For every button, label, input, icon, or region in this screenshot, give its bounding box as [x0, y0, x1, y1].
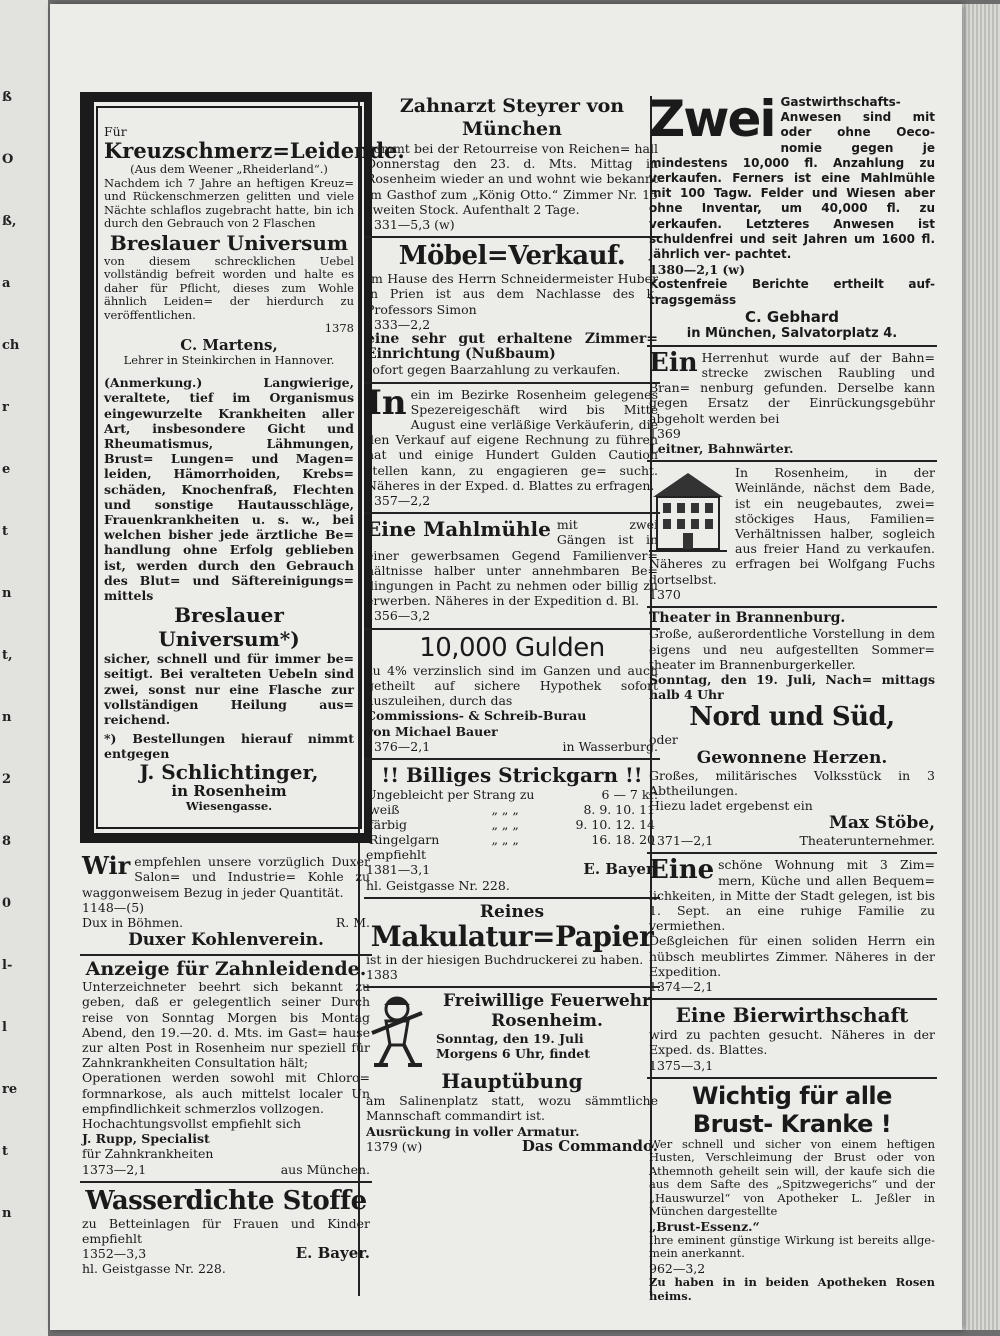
ad-note: (Anmerkung.) Langwierige, veraltete, tief im Organismus eingewurzelte Krankheiten aller Art, insbesondere Gicht und Rheumatismus, Lähmungen, Brust= Lungen= und Magen= leiden, Hämorrhoiden, Krebs= schäden, Knochenfraß, Flechten und sonstige Hautausschläge, Frauenkrankheiten u. s. w., bei welchen bisher jede ärztliche Be= handlung ohne Erfolg geblieben ist, werden durch den Gebrauch des Blut= und Säftereinigungs= mittels — [104, 375, 354, 604]
ad-wasserdichte-stoffe — [80, 1183, 372, 1281]
price-value: 6 — 7 kr. — [601, 786, 658, 802]
price-cell: 16. 18. 20 — [591, 832, 655, 848]
signer: C. Martens, — [180, 335, 278, 354]
ad-body: Herrenhut wurde auf der Bahn= strecke zwischen Raubling und Bran= nenburg gefunden. Derselbe kann gegen Ersatz der Einrückungsgebühr abgeholt werden bei — [649, 349, 935, 426]
ad-place: aus München. — [280, 1161, 370, 1177]
ad-number: 1357—2,2 — [366, 493, 431, 509]
signer-role: Lehrer in Steinkirchen in Hannover. — [123, 352, 335, 367]
prev-page-fragment: ch — [2, 338, 20, 353]
prev-page-fragment: t, — [2, 648, 13, 663]
newspaper-page — [50, 4, 962, 1330]
price-cell: 9. 10. 12. 14 — [575, 817, 655, 833]
ad-signature: E. Bayer, — [583, 860, 658, 879]
ad-title: Freiwillige Feuerwehr — [443, 991, 651, 1012]
product-name: „Brust-Essenz.“ — [649, 1218, 760, 1234]
ad-number: 1375—3,1 — [649, 1057, 714, 1073]
ad-signature: Das Commando. — [521, 1136, 658, 1155]
ad-title: Wasserdichte Stoffe — [85, 1185, 367, 1216]
ad-initials: R. M. — [335, 914, 370, 930]
ad-number: 1380—2,1 (w) — [649, 262, 745, 278]
ad-body: am Salinenplatz statt, wozu sämmtliche Mannschaft commandirt ist. — [366, 1093, 658, 1124]
ad-body: eine sehr gut erhaltene Zimmer= Einrichtung (Nußbaum) — [366, 331, 658, 363]
price-cell: „ „ „ — [491, 832, 519, 848]
order-note: *) Bestellungen hierauf nimmt entgegen — [104, 731, 354, 762]
prev-page-fragment: l- — [2, 958, 13, 973]
ad-body: ist in der hiesigen Buchdruckerei zu haben. — [366, 951, 644, 967]
ad-number: 1383 — [366, 966, 398, 982]
ad-title: 10,000 Gulden — [419, 632, 605, 663]
signer-role: für Zahnkrankheiten — [82, 1146, 214, 1162]
column-2 — [364, 92, 660, 1158]
ad-address: hl. Geistgasse Nr. 228. — [366, 877, 510, 893]
ad-number: 1356—3,2 — [366, 608, 431, 624]
ad-body: von diesem schrecklichen Uebel vollständig befreit worden und halte es daher für Pflicht, dieses zum Wohle ähnlich Leiden= der hierdurch zu veröffentlichen. — [104, 253, 354, 322]
ad-body: In Rosenheim, in der Weinlände, nächst dem Bade, ist ein neugebautes, zwei= stöckiges Haus, Familien= Verhältnissen halber, sogleich aus freier Hand zu verkaufen. Näheres zu erfragen bei Wolfgang Fuchs dortselbst. — [649, 465, 935, 587]
event-date: Sonntag, den 19. Juli — [436, 1031, 584, 1047]
ad-number: 1374—2,1 — [649, 978, 714, 994]
bureau-name: Commissions- & Schreib-Burau — [366, 708, 587, 724]
ad-body: ein im Bezirke Rosenheim gelegenes Spezereigeschäft wird bis Mitte August eine verläßige Verkäuferin, die den Verkauf auf eigene Rechnung zu führen hat und einige Hundert Gulden Caution stellen kann, zu engagieren ge= sucht. Näheres in der Exped. d. Blattes zu erfragen. — [366, 386, 658, 493]
ad-body: Großes, militärisches Volksstück in 3 Abtheilungen. — [649, 767, 935, 798]
price-row — [366, 802, 658, 817]
ad-initial: Eine — [649, 855, 715, 886]
prev-page-fragment: t — [2, 1144, 9, 1159]
ad-body: Kostenfreie Berichte ertheilt auf- tragsgemäss — [649, 277, 935, 307]
ad-body: Hochachtungsvollst empfiehlt sich — [82, 1116, 302, 1132]
ad-moebel-verkauf — [364, 238, 660, 383]
ad-number: 1352—3,3 — [82, 1246, 147, 1262]
ad-number: 1333—2,2 — [366, 316, 431, 332]
ad-wohnung — [647, 854, 937, 1000]
ad-initial: Ein — [649, 347, 698, 378]
ad-place: Rosenheim. — [491, 1011, 603, 1032]
ad-address: hl. Geistgasse Nr. 228. — [82, 1261, 226, 1277]
signer-role: Theaterunternehmer. — [799, 833, 935, 849]
ad-body: mit zwei Gängen ist in einer gewerbsamen Gegend Familienver= hältnisse halber unter annehmbaren Be= dingungen in Pacht zu nehmen oder billig zu erwerben. Näheres in der Expedition d. Bl. — [366, 517, 658, 609]
price-cell: färbig — [369, 817, 408, 833]
ad-title: Makulatur=Papier — [370, 919, 654, 953]
ad-body: Hiezu ladet ergebenst ein — [649, 797, 813, 813]
ad-signature: E. Bayer. — [295, 1244, 370, 1263]
ad-body: Wer schnell und sicher von einem heftigen Husten, Verschleimung der Brust oder von Athemnoth geheilt sein will, der kaufe sich die aus dem Safte des „Spitzwegerichs“ und der „Hauswurzel“ von Apotheker L. Jeßler in München dargestellte — [649, 1136, 935, 1219]
ad-number: 1378 — [324, 321, 354, 336]
price-cell: weiß — [369, 802, 400, 818]
ad-address: in München, Salvatorplatz 4. — [686, 325, 898, 341]
product-name: Breslauer Universum*) — [158, 603, 300, 652]
ad-body: kommt bei der Retourreise von Reichen= hall Donnerstag den 23. d. Mts. Mittag in Rosenheim wieder an und wohnt wie bekannt im Gasthof zum „König Otto.“ Zimmer Nr. 15 zweiten Stock. Aufenthalt 2 Tage. — [366, 141, 658, 217]
ad-body: schöne Wohnung mit 3 Zim= mern, Küche und allen Bequem= lichkeiten, in Mitte der Stadt gelegen, ist bis 1. Sept. an eine ruhige Familie zu vermiethen. — [649, 857, 935, 934]
prev-page-fragment: O — [2, 152, 14, 167]
ad-body: Nachdem ich 7 Jahre an heftigen Kreuz= und Rückenschmerzen gelitten und viele Nächte schlaflos zugebracht hatte, bin ich durch den Gebrauch von 2 Flaschen — [104, 175, 354, 231]
ad-brust-essenz — [647, 1079, 937, 1307]
ad-number: 1370 — [649, 586, 681, 602]
price-table — [366, 802, 658, 847]
ad-body: zu Betteinlagen für Frauen und Kinder empfiehlt — [82, 1215, 370, 1247]
ad-title: Möbel=Verkauf. — [398, 241, 626, 272]
event-name: Hauptübung — [441, 1069, 583, 1094]
ad-makulatur-papier — [364, 899, 660, 988]
price-cell: „ „ „ — [491, 802, 519, 818]
ad-title: Kreuzschmerz=Leidende. — [104, 138, 405, 164]
ad-title: !! Billiges Strickgarn !! — [381, 762, 643, 787]
ad-body: Zu haben in in beiden Apotheken Rosen heims. — [649, 1275, 935, 1303]
price-intro: Ungebleicht per Strang zu — [366, 786, 535, 802]
ad-body: zu 4% verzinslich sind im Ganzen und auch getheilt auf sichere Hypothek sofort auszuleihen, durch das — [366, 662, 658, 709]
play-or: oder — [649, 732, 678, 748]
prev-page-fragment: 8 — [2, 834, 12, 849]
ad-body: Ausrückung in voller Armatur. — [366, 1123, 580, 1139]
ad-body: empfehlen unsere vorzüglich Duxer Salon= und Industrie= Kohle zu waggonweisem Bezug in jeder Quantität. — [82, 854, 370, 900]
ad-body: sofort gegen Baarzahlung zu verkaufen. — [366, 362, 621, 378]
prev-page-fragment: t — [2, 524, 9, 539]
ad-body: Deßgleichen für einen soliden Herrn ein hübsch meublirtes Zimmer. Näheres in der Expedition. — [649, 933, 935, 979]
prev-page-fragment: 2 — [2, 772, 12, 787]
price-cell: „ „ „ — [491, 817, 519, 833]
prev-page-fragment: ß, — [2, 214, 17, 229]
column-3 — [647, 92, 937, 1307]
ad-title: Eine Bierwirthschaft — [675, 1003, 909, 1028]
prev-page-fragment: re — [2, 1082, 18, 1097]
house-illustration-icon — [649, 467, 727, 553]
agent-name: J. Schlichtinger, — [139, 759, 319, 784]
ad-signature: C. Gebhard — [744, 307, 840, 326]
prev-page-fragment: n — [2, 1206, 12, 1221]
ad-title: Anzeige für Zahnleidende. — [85, 958, 367, 981]
ad-spezereigeschaeft — [364, 384, 660, 515]
ad-title: Eine Mahlmühle — [366, 517, 551, 542]
play-subtitle: Gewonnene Herzen. — [696, 747, 888, 768]
prev-page-fragment: e — [2, 462, 11, 477]
ad-title: Theater in Brannenburg. — [649, 610, 846, 627]
price-row — [366, 817, 658, 832]
ad-body: Operationen werden sowohl mit Chloro= formnarkose, als auch mittelst localer Un empfindlichkeit schmerzlos vollzogen. — [82, 1070, 370, 1116]
ad-number: 1331—5,3 (w) — [366, 217, 455, 233]
prev-page-fragment: r — [2, 400, 9, 415]
ad-theater — [647, 608, 937, 854]
ad-body: Im Hause des Herrn Schneidermeister Huber in Prien ist aus dem Nachlasse des k. Professors Simon — [366, 271, 658, 317]
ad-number: 1369 — [649, 425, 681, 441]
ad-zahnarzt-steyrer — [364, 92, 660, 238]
ad-body: Ihre eminent günstige Wirkung ist bereits allge- mein anerkannt. — [649, 1232, 935, 1261]
ad-kicker: Für — [104, 124, 127, 139]
prev-page-fragment: n — [2, 586, 12, 601]
prev-page-fragment: ß — [2, 90, 12, 105]
ad-number: 1381—3,1 — [366, 862, 431, 878]
prev-page-fragment: n — [2, 710, 12, 725]
previous-page-strip — [0, 0, 48, 1336]
ad-herrenhut — [647, 347, 937, 462]
price-row — [366, 832, 658, 847]
ad-place: Dux in Böhmen. — [82, 914, 184, 930]
ad-duxer-kohle — [80, 851, 372, 956]
agent-street: Wiesengasse. — [185, 798, 273, 813]
ad-bierwirthschaft — [647, 1000, 937, 1079]
ad-haus-verkauf — [647, 462, 937, 608]
ad-signature: Leitner, Bahnwärter. — [649, 441, 794, 457]
ad-initial: In — [366, 382, 407, 423]
price-cell: Ringelgarn — [369, 832, 440, 848]
ad-strickgarn — [364, 760, 660, 899]
ad-zahnleidende — [80, 956, 372, 1183]
prev-page-fragment: 0 — [2, 896, 12, 911]
ad-place: in Wasserburg. — [562, 738, 658, 754]
page-edge-stack — [962, 4, 1000, 1330]
firefighter-mascot-icon — [366, 993, 428, 1069]
ad-title: Wichtig für alle Brust- Kranke ! — [692, 1081, 892, 1138]
product-name: Breslauer Universum — [109, 230, 349, 255]
ad-signature: Duxer Kohlenverein. — [128, 930, 324, 951]
ad-number: 1376—2,1 — [366, 738, 431, 754]
ad-body: Unterzeichneter beehrt sich bekannt zu geben, daß er gelegentlich seiner Durch reise von Sonntag Morgen bis Montag Abend, den 19.—20. d. Mts. im Gast= hause zur alten Post in Rosenheim nur speziell für Zahnkrankheiten Consultation hält; — [82, 979, 370, 1071]
ad-source: (Aus dem Weener „Rheiderland“.) — [130, 162, 328, 177]
ad-number: 1379 (w) — [366, 1138, 423, 1154]
event-date: Sonntag, den 19. Juli, Nach= mittags halb 4 Uhr — [649, 671, 935, 703]
ad-mahlmuehle — [364, 514, 660, 629]
price-cell: 8. 9. 10. 11 — [583, 802, 655, 818]
ad-signature: Max Stöbe, — [829, 813, 935, 834]
ad-initial: Zwei — [649, 90, 775, 148]
ad-zwei-gastwirthschaften — [647, 92, 937, 347]
ad-body: wird zu pachten gesucht. Näheres in der Exped. ds. Blattes. — [649, 1027, 935, 1058]
prev-page-fragment: l — [2, 1020, 7, 1035]
ad-initial: Wir — [82, 851, 131, 881]
ad-number: 962—3,2 — [649, 1260, 706, 1276]
ad-body: Gastwirthschafts-Anwesen sind mit oder ohne Oeco- nomie gegen je mindestens 10,000 fl. Anzahlung zu verkaufen. Ferners ist eine Mahlmühle mit 100 Tagw. Felder und Wiesen aber ohne Inventar, um 40,000 fl. zu verkaufen. Letzteres Anwesen ist schuldenfrei und seit Jahren um 1600 fl. jährlich ver- pachtet. — [649, 95, 935, 262]
ad-feuerwehr — [364, 988, 660, 1158]
event-time: Morgens 6 Uhr, findet — [436, 1046, 590, 1062]
ad-title: Zahnarzt Steyrer von München — [399, 95, 625, 140]
play-title: Nord und Süd, — [689, 702, 895, 733]
agent-place: in Rosenheim — [171, 781, 287, 800]
ad-number: 1371—2,1 — [649, 833, 714, 849]
ad-10000-gulden — [364, 630, 660, 760]
ad-number: 1148—(5) — [82, 899, 145, 915]
ad-signature: J. Rupp, Specialist — [82, 1131, 210, 1147]
ad-number: 1373—2,1 — [82, 1161, 147, 1177]
ad-body: empfiehlt — [366, 847, 427, 863]
ad-signature: von Michael Bauer — [366, 723, 498, 739]
ad-kicker: Reines — [479, 901, 545, 922]
prev-page-fragment: a — [2, 276, 11, 291]
ad-body: Große, außerordentliche Vorstellung in dem eigens und neu aufgestellten Sommer= theater im Brannenburgerkeller. — [649, 626, 935, 672]
ad-body: sicher, schnell und für immer be= seitigt. Bei veralteten Uebeln sind zwei, sonst nur eine Flasche zur vollständigen Heilung aus= reichend. — [104, 651, 354, 728]
